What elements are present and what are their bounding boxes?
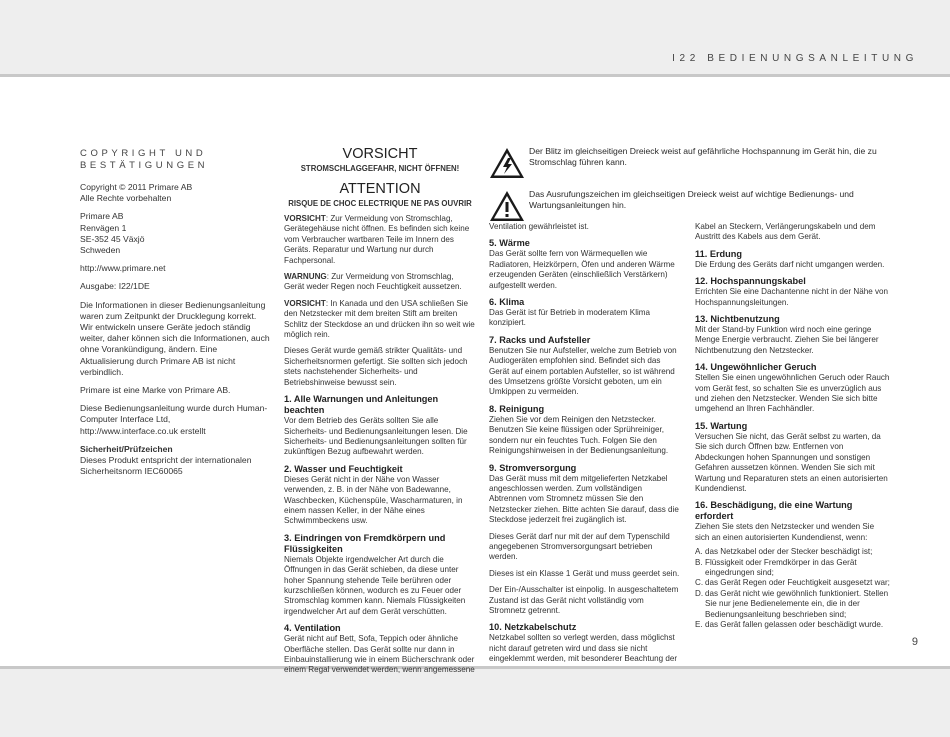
section-6-text: Das Gerät ist für Betrieb in moderatem Klima konzipiert. (489, 308, 651, 328)
section-5-text: Das Gerät sollte fern von Wärmequellen wie Radiatoren, Heizkörpern, Öfen und anderen Wärme erzeugenden Geräten (einschließlich Verstärkern) aufgestellt werden. (489, 249, 675, 290)
section-1-text: Vor dem Betrieb des Geräts sollten Sie alle Sicherheits- und Bedienungsanleitungen lesen. Die Sicherheits- und Bedienungsanleitungen sollten für zukünftigen Bezug aufbewahrt werden. (284, 416, 468, 457)
list-item-text: Flüssigkeit oder Fremdkörper in das Gerät eingedrungen sind; (705, 557, 857, 577)
safety-heading: Sicherheit/Prüfzeichen (80, 443, 173, 454)
trademark: Primare ist eine Marke von Primare AB. (80, 385, 231, 396)
section-3-text: Niemals Objekte irgendwelcher Art durch die Öffnungen in das Gerät schieben, da diese unter hoher Spannung stehende Teile berühren oder kurzschließen können, wodurch es zu Feuer oder Stromschlag kommen kann. Niemals Flüssigkeiten irgendwelcher Art auf dem Gerät verschütten. (284, 554, 466, 616)
copyright-column (80, 148, 270, 484)
section-5-heading: 5. Wärme (489, 238, 530, 249)
list-item (695, 589, 890, 620)
section-12-heading: 12. Hochspannungskabel (695, 276, 806, 287)
lightning-text: Der Blitz im gleichseitigen Dreieck weist auf gefährliche Hochspannung im Gerät hin, die zu Stromschlag führen kann. (529, 146, 877, 167)
warning-2-label: WARNUNG (284, 272, 327, 282)
warning-3 (284, 299, 476, 341)
attention-title: ATTENTION (339, 181, 421, 197)
section-8-heading: 8. Reinigung (489, 403, 545, 414)
list-item (695, 620, 890, 630)
disclaimer: Die Informationen in dieser Bedienungsanleitung waren zum Zeitpunkt der Drucklegung korrekt. Wir entwickeln unsere Geräte jedoch ständig weiter, daher können sich die Informationen, auch ohne Vorankündigung, ändern. Eine Aktualisierung durch Primare AB ist nicht verbindlich. (80, 299, 270, 377)
intro-text: Dieses Gerät wurde gemäß strikter Qualitäts- und Sicherheitsnormen gefertigt. Sie sollten sich jedoch stets nachstehender Sicherheits- und Betriebshinweise bewusst sein. (284, 346, 468, 387)
warning-symbols (489, 146, 889, 232)
section-9-text-2: Dieses Gerät darf nur mit der auf dem Typenschild angegebenen Stromversorgungsart betrieben werden. (489, 531, 670, 562)
list-item-text: das Gerät Regen oder Feuchtigkeit ausgesetzt war; (705, 578, 890, 588)
warning-3-text: : In Kanada und den USA schließen Sie den Netzstecker mit dem breiten Stift am breiten Schlitz der Steckdose an und drücken ihn so weit wie möglich rein. (284, 298, 475, 340)
safety-column-1 (284, 145, 476, 682)
section-9-text-4: Der Ein-/Ausschalter ist einpolig. In ausgeschaltetem Zustand ist das Gerät nicht vollständig vom Stromnetz getrennt. (489, 585, 679, 615)
section-14-heading: 14. Ungewöhnlicher Geruch (695, 362, 817, 373)
section-10-heading: 10. Netzkabelschutz (489, 622, 577, 633)
section-7-heading: 7. Racks und Aufsteller (489, 334, 591, 345)
attention-subtitle: RISQUE DE CHOC ELECTRIQUE NE PAS OUVRIR (288, 199, 472, 208)
section-13-text: Mit der Stand-by Funktion wird noch eine geringe Menge Energie verbraucht. Ziehen Sie bei längerer Nichtbenutzung den Netzstecker. (695, 325, 879, 355)
list-item-key: E. (695, 619, 703, 629)
page-number: 9 (911, 636, 918, 648)
list-item (695, 547, 890, 557)
list-item (695, 558, 890, 579)
vorsicht-title: VORSICHT (342, 146, 418, 162)
section-9-text-1: Das Gerät muss mit dem mitgelieferten Netzkabel angeschlossen werden. Zum vollständigen Abtrennen vom Stromnetz müssen Sie den Netzstecker ziehen. Bitte achten Sie darauf, dass die Steckdose jederzeit frei zugänglich ist. (489, 473, 679, 525)
section-6-heading: 6. Klima (489, 297, 525, 308)
section-12-text: Errichten Sie eine Dachantenne nicht in der Nähe von Hochspannungsleitungen. (695, 287, 889, 307)
website-link[interactable]: http://www.primare.net (80, 263, 166, 274)
section-2-text: Dieses Gerät nicht in der Nähe von Wasser verwenden, z. B. in der Nähe von Badewanne, Waschbecken, Küchenspüle, Wascharmaturen, in einem nassen Keller, in der Nähe eines Schwimmbeckens usw. (284, 474, 463, 526)
exclamation-warning (489, 189, 889, 222)
cable-continued: Kabel an Steckern, Verlängerungskabeln und dem Austritt des Kabels aus dem Gerät. (695, 222, 876, 242)
warning-2 (284, 272, 476, 293)
exclamation-text: Das Ausrufungszeichen im gleichseitigen Dreieck weist auf wichtige Bedienungs- und Wartungsanleitungen hin. (529, 189, 854, 210)
list-item (695, 578, 890, 588)
section-4-text: Gerät nicht auf Bett, Sofa, Teppich oder ähnliche Oberfläche stellen. Das Gerät sollte nur dann in Einbauinstallierung wie in einem Bücherschrank oder einem Regal verwendet werden, wenn angemessene (284, 634, 475, 675)
warning-2-text: : Zur Vermeidung von Stromschlag, Gerät weder Regen noch Feuchtigkeit aussetzen. (284, 272, 462, 292)
section-11-heading: 11. Erdung (695, 248, 742, 259)
header-band (0, 0, 950, 77)
section-16-heading: 16. Beschädigung, die eine Wartung erfordert (695, 500, 853, 522)
vorsicht-subtitle: STROMSCHLAGGEFAHR, NICHT ÖFFNEN! (300, 164, 460, 173)
list-item-text: das Gerät fallen gelassen oder beschädigt wurde. (705, 619, 884, 629)
section-2-heading: 2. Wasser und Feuchtigkeit (284, 463, 403, 474)
edition: Ausgabe: I22/1DE (80, 281, 150, 292)
section-10-text: Netzkabel sollten so verlegt werden, dass möglichst nicht darauf getreten wird und dass sie nicht eingeklemmt werden, mit besonderer Beachtung der (489, 633, 678, 664)
list-item-key: D. (695, 588, 704, 598)
company-address: Primare AB Renvägen 1 SE-352 45 Växjö Schweden (80, 211, 145, 256)
section-15-heading: 15. Wartung (695, 420, 748, 431)
section-15-text: Versuchen Sie nicht, das Gerät selbst zu warten, da Sie sich durch Öffnen bzw. Entfernen von Abdeckungen hohen Spannungen und sonstigen Gefahren aussetzen können. Wenden Sie sich mit Wartung und Reparaturen stets an einen autorisierten Kundendienst. (695, 431, 888, 493)
lightning-triangle-icon (489, 147, 525, 179)
section-1-heading: 1. Alle Warnungen und Anleitungen beachten (284, 394, 439, 416)
section-14-text: Stellen Sie einen ungewöhnlichen Geruch oder Rauch vom Gerät fest, so schalten Sie es unverzüglich aus und ziehen den Netzstecker. Wenden Sie sich bitte umgehend an Ihren Fachhändler. (695, 373, 890, 414)
page-header: I22 BEDIENUNGSANLEITUNG (672, 53, 918, 64)
warning-1 (284, 214, 476, 266)
warning-1-label: VORSICHT (284, 214, 326, 223)
section-13-heading: 13. Nichtbenutzung (695, 314, 780, 325)
lightning-warning (489, 146, 889, 179)
safety-column-2 (489, 222, 681, 671)
copyright-title: COPYRIGHT UND BESTÄTIGUNGEN (80, 148, 209, 171)
list-item-key: B. (695, 557, 703, 567)
ventilation-continued: Ventilation gewährleistet ist. (489, 222, 589, 231)
safety-text: Dieses Produkt entspricht der internationalen Sicherheitsnorm IEC60065 (80, 455, 252, 477)
warning-1-text: : Zur Vermeidung von Stromschlag, Gerätegehäuse nicht öffnen. Es befinden sich keine vom Verbraucher wartbaren Teile im Innern des Geräts. Reparatur und Wartung nur durch Fachpersonal. (284, 214, 470, 265)
section-4-heading: 4. Ventilation (284, 623, 341, 634)
section-3-heading: 3. Eindringen von Fremdkörpern und Flüssigkeiten (284, 532, 446, 554)
list-item-key: A. (695, 547, 703, 557)
warning-3-label: VORSICHT (284, 298, 326, 308)
exclamation-triangle-icon (489, 190, 525, 222)
list-item-text: das Gerät nicht wie gewöhnlich funktioniert. Stellen Sie nur jene Bedienelemente ein, die in der Bedienungsanleitung beschrieben sind; (705, 588, 889, 619)
section-9-heading: 9. Stromversorgung (489, 462, 577, 473)
list-item-key: C. (695, 578, 704, 588)
authorship: Diese Bedienungsanleitung wurde durch Human-Computer Interface Ltd, http://www.interface.co.uk erstellt (80, 403, 268, 436)
section-7-text: Benutzen Sie nur Aufsteller, welche zum Betrieb von Audiogeräten empfohlen sind. Befindet sich das Gerät auf einem portablen Aufsteller, so ist während des Umsetzens größte Vorsicht geboten, um ein Umkippen zu vermeiden. (489, 345, 677, 397)
section-11-text: Die Erdung des Geräts darf nicht umgangen werden. (695, 259, 885, 269)
safety-column-3 (695, 222, 890, 630)
copyright-notice: Copyright © 2011 Primare AB Alle Rechte vorbehalten (80, 182, 193, 204)
section-16-text: Ziehen Sie stets den Netzstecker und wenden Sie sich an einen autorisierten Kundendienst, wenn: (695, 522, 875, 542)
list-item-text: das Netzkabel oder der Stecker beschädigt ist; (705, 547, 873, 557)
section-8-text: Ziehen Sie vor dem Reinigen den Netzstecker. Benutzen Sie keine flüssigen oder Sprühreiniger, sondern nur ein feuchtes Tuch. Folgen Sie den Reinigungshinweisen in der Bedienungsanleitung. (489, 414, 669, 456)
section-9-text-3: Dieses ist ein Klasse 1 Gerät und muss geerdet sein. (489, 568, 680, 578)
